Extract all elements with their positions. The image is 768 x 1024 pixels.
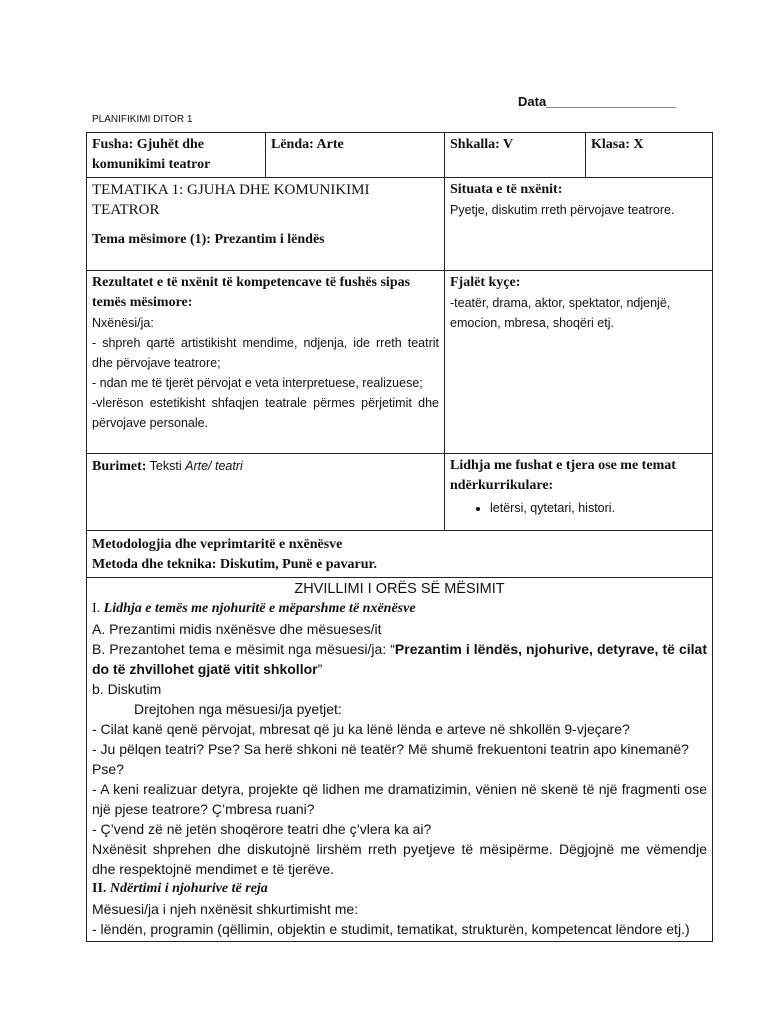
step-a: A. Prezantimi midis nxënësve dhe mësueses/it <box>92 621 382 637</box>
outcome-item: - shpreh qartë artistikisht mendime, ndjenja, ide rreth teatrit dhe përvojave teatrore; <box>92 336 439 370</box>
fjalet-cell <box>445 271 713 454</box>
metodologjia-label: Metodologjia dhe veprimtaritë e nxënësve <box>92 537 343 552</box>
tematika-heading: TEMATIKA 1: GJUHA DHE KOMUNIKIMI TEATROR <box>92 182 370 218</box>
lesson-plan-table <box>86 132 713 942</box>
burimet-cell <box>87 454 445 531</box>
table-row <box>87 271 713 454</box>
step-b: B. Prezantohet tema e mësimit nga mësuesi/ja: “Prezantim i lëndës, njohurive, detyrave, të cilat do të zhvillohet gjatë vitit shkollor” <box>92 641 707 677</box>
document-title: PLANIFIKIMI DITOR 1 <box>92 114 193 125</box>
burimet-source: Arte/ teatri <box>185 459 243 473</box>
fjalet-text: -teatër, drama, aktor, spektator, ndjenjë, emocion, mbresa, shoqëri etj. <box>450 296 671 330</box>
situata-label: Situata e të nxënit: <box>450 182 563 197</box>
tematika-cell <box>87 178 445 271</box>
question-item: - Ju pëlqen teatri? Pse? Sa herë shkoni në teatër? Më shumë frekuentoni teatrin apo kinemanë? Pse? <box>92 741 689 777</box>
outcome-item: - ndan me të tjerët përvojat e veta interpretuese, realizuese; <box>92 376 423 390</box>
lidhja-label: Lidhja me fushat e tjera ose me temat ndërkurrikulare: <box>450 458 676 493</box>
table-row <box>87 578 713 942</box>
rezultatet-label: Rezultatet e të nxënit të kompetencave të fushës sipas temës mësimore: <box>92 275 411 310</box>
question-item: - Ç’vend zë në jetën shoqërore teatri dhe ç’vlera ka ai? <box>92 821 432 837</box>
lenda-cell: Lënda: Arte <box>266 133 445 178</box>
lidhja-cell <box>445 454 713 531</box>
rezultatet-cell <box>87 271 445 454</box>
question-item: - Cilat kanë qenë përvojat, mbresat që ju ka lënë lënda e arteve në shkollën 9-vjeçare? <box>92 721 630 737</box>
questions-intro: Drejtohen nga mësuesi/ja pyetjet: <box>134 701 342 717</box>
fjalet-label: Fjalët kyçe: <box>450 275 521 290</box>
students-discussion: Nxënësit shprehen dhe diskutojnë lirshëm rreth pyetjeve të mësipërme. Dëgjojnë me vëmendje dhe respektojnë mendimet e të tjerëve. <box>92 841 707 877</box>
tema-mesimore: Tema mësimore (1): Prezantim i lëndës <box>92 232 325 247</box>
intro-item: - lëndën, programin (qëllimin, objektin e studimit, tematikat, strukturën, kompetencat lëndore etj.) <box>92 921 690 937</box>
table-row <box>87 531 713 578</box>
step-b-discussion: b. Diskutim <box>92 681 162 697</box>
burimet-label: Burimet: <box>92 459 147 474</box>
list-item: • letërsi, qytetari, histori. <box>490 498 707 518</box>
metodologjia-cell <box>87 531 713 578</box>
table-row <box>87 178 713 271</box>
table-row <box>87 133 713 178</box>
section-1-heading: I. Lidhja e temës me njohuritë e mëparshme të nxënësve <box>92 601 416 616</box>
shkalla-cell: Shkalla: V <box>445 133 586 178</box>
fusha-cell: Fusha: Gjuhët dhe komunikimi teatror <box>87 133 266 178</box>
outcome-item: -vlerëson estetikisht shfaqjen teatrale përmes përjetimit dhe përvojave personale. <box>92 396 439 430</box>
klasa-cell: Klasa: X <box>586 133 713 178</box>
burimet-text: Teksti <box>146 459 186 473</box>
question-item: - A keni realizuar detyra, projekte që lidhen me dramatizimin, vënien në skenë të një fragmenti ose një pjese teatrore? Ç’mbresa ruani? <box>92 781 707 817</box>
development-cell <box>87 578 713 942</box>
metoda-label: Metoda dhe teknika: Diskutim, Punë e pavarur. <box>92 557 377 572</box>
nxenesi-label: Nxënësi/ja: <box>92 316 154 330</box>
teacher-intro: Mësuesi/ja i njeh nxënësit shkurtimisht me: <box>92 901 359 917</box>
lidhja-list <box>450 498 707 518</box>
date-field: Data__________________ <box>518 94 677 109</box>
situata-cell <box>445 178 713 271</box>
development-title: ZHVILLIMI I ORËS SË MËSIMIT <box>294 581 505 597</box>
table-row <box>87 454 713 531</box>
situata-text: Pyetje, diskutim rreth përvojave teatrore. <box>450 203 675 217</box>
section-2-heading: II. Ndërtimi i njohurive të reja <box>92 881 268 896</box>
